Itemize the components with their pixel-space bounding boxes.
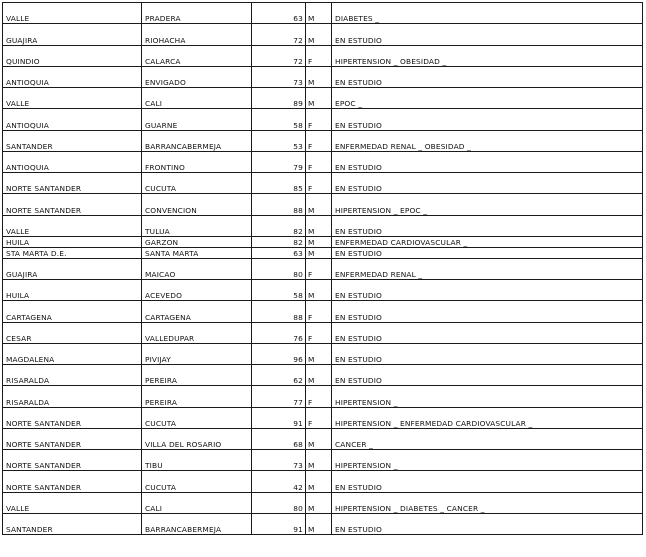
table-row — [3, 407, 643, 428]
cell-sex: F — [306, 45, 332, 66]
cell-sex: M — [306, 365, 332, 386]
cell-department: SANTANDER — [3, 513, 142, 534]
cell-department: CESAR — [3, 322, 142, 343]
cell-sex: M — [306, 343, 332, 364]
cell-age: 62 — [252, 365, 306, 386]
cell-age: 88 — [252, 194, 306, 215]
cell-department: RISARALDA — [3, 365, 142, 386]
cell-department: NORTE SANTANDER — [3, 428, 142, 449]
table-row — [3, 3, 643, 24]
cell-department: VALLE — [3, 492, 142, 513]
cell-age: 68 — [252, 428, 306, 449]
cell-age: 96 — [252, 343, 306, 364]
cell-municipality: CALARCA — [142, 45, 252, 66]
cell-department: ANTIOQUIA — [3, 109, 142, 130]
cell-condition: EN ESTUDIO — [332, 513, 643, 534]
cell-sex: M — [306, 194, 332, 215]
cell-municipality: ENVIGADO — [142, 66, 252, 87]
table-row — [3, 301, 643, 322]
cell-condition: CANCER _ — [332, 428, 643, 449]
cell-age: 72 — [252, 45, 306, 66]
cell-department: VALLE — [3, 215, 142, 236]
cell-condition: ENFERMEDAD RENAL _ — [332, 258, 643, 279]
cell-municipality: CALI — [142, 88, 252, 109]
cell-municipality: PEREIRA — [142, 365, 252, 386]
cell-sex: F — [306, 130, 332, 151]
cell-age: 80 — [252, 258, 306, 279]
cell-condition: HIPERTENSION _ EPOC _ — [332, 194, 643, 215]
cell-sex: F — [306, 151, 332, 172]
cell-age: 73 — [252, 450, 306, 471]
cell-sex: M — [306, 66, 332, 87]
cell-age: 42 — [252, 471, 306, 492]
cell-age: 53 — [252, 130, 306, 151]
table-row — [3, 109, 643, 130]
table-row — [3, 513, 643, 534]
cell-municipality: CONVENCION — [142, 194, 252, 215]
cell-sex: M — [306, 88, 332, 109]
table-row — [3, 322, 643, 343]
cell-sex: F — [306, 386, 332, 407]
table-row — [3, 247, 643, 258]
table-row — [3, 151, 643, 172]
cell-municipality: SANTA MARTA — [142, 247, 252, 258]
cell-municipality: BARRANCABERMEJA — [142, 130, 252, 151]
cell-department: MAGDALENA — [3, 343, 142, 364]
cell-department: QUINDIO — [3, 45, 142, 66]
cell-age: 91 — [252, 407, 306, 428]
cell-sex: M — [306, 450, 332, 471]
cell-condition: HIPERTENSION _ DIABETES _ CANCER _ — [332, 492, 643, 513]
cell-municipality: GUARNE — [142, 109, 252, 130]
table-row — [3, 365, 643, 386]
cell-municipality: RIOHACHA — [142, 24, 252, 45]
cell-department: VALLE — [3, 88, 142, 109]
cell-municipality: CUCUTA — [142, 407, 252, 428]
cell-municipality: CALI — [142, 492, 252, 513]
table-row — [3, 492, 643, 513]
cell-municipality: FRONTINO — [142, 151, 252, 172]
table-row — [3, 24, 643, 45]
table-row — [3, 173, 643, 194]
cell-condition: HIPERTENSION _ ENFERMEDAD CARDIOVASCULAR _ — [332, 407, 643, 428]
cell-condition: EN ESTUDIO — [332, 173, 643, 194]
cell-municipality: BARRANCABERMEJA — [142, 513, 252, 534]
table-row — [3, 66, 643, 87]
cell-department: NORTE SANTANDER — [3, 194, 142, 215]
cell-municipality: ACEVEDO — [142, 280, 252, 301]
cell-municipality: CUCUTA — [142, 471, 252, 492]
cell-condition: ENFERMEDAD RENAL _ OBESIDAD _ — [332, 130, 643, 151]
cell-sex: M — [306, 428, 332, 449]
cell-condition: EN ESTUDIO — [332, 365, 643, 386]
table-row — [3, 280, 643, 301]
cell-sex: M — [306, 280, 332, 301]
cell-department: HUILA — [3, 236, 142, 247]
cell-department: VALLE — [3, 3, 142, 24]
cell-sex: F — [306, 322, 332, 343]
table-row — [3, 236, 643, 247]
table-row — [3, 471, 643, 492]
table-row — [3, 45, 643, 66]
table-row — [3, 88, 643, 109]
cell-department: NORTE SANTANDER — [3, 407, 142, 428]
cell-sex: M — [306, 513, 332, 534]
cell-municipality: VILLA DEL ROSARIO — [142, 428, 252, 449]
cell-age: 82 — [252, 236, 306, 247]
cell-municipality: PIVIJAY — [142, 343, 252, 364]
cell-department: NORTE SANTANDER — [3, 450, 142, 471]
cell-municipality: TULUA — [142, 215, 252, 236]
cell-age: 58 — [252, 280, 306, 301]
cell-condition: EN ESTUDIO — [332, 66, 643, 87]
cell-department: RISARALDA — [3, 386, 142, 407]
cell-sex: F — [306, 407, 332, 428]
cell-sex: F — [306, 173, 332, 194]
cell-department: ANTIOQUIA — [3, 151, 142, 172]
cell-condition: EN ESTUDIO — [332, 151, 643, 172]
cell-condition: HIPERTENSION _ OBESIDAD _ — [332, 45, 643, 66]
cell-department: GUAJIRA — [3, 24, 142, 45]
table-row — [3, 130, 643, 151]
cell-age: 88 — [252, 301, 306, 322]
cell-age: 76 — [252, 322, 306, 343]
cell-sex: F — [306, 301, 332, 322]
cell-condition: EPOC _ — [332, 88, 643, 109]
cell-municipality: PEREIRA — [142, 386, 252, 407]
table-row — [3, 428, 643, 449]
cell-age: 85 — [252, 173, 306, 194]
cell-age: 63 — [252, 247, 306, 258]
cell-department: GUAJIRA — [3, 258, 142, 279]
cell-age: 89 — [252, 88, 306, 109]
cell-age: 73 — [252, 66, 306, 87]
cell-sex: M — [306, 247, 332, 258]
cell-department: HUILA — [3, 280, 142, 301]
table-row — [3, 194, 643, 215]
table-row — [3, 386, 643, 407]
cell-age: 77 — [252, 386, 306, 407]
cell-age: 79 — [252, 151, 306, 172]
cell-age: 58 — [252, 109, 306, 130]
cell-department: SANTANDER — [3, 130, 142, 151]
cell-condition: EN ESTUDIO — [332, 343, 643, 364]
cell-sex: M — [306, 24, 332, 45]
cell-age: 91 — [252, 513, 306, 534]
cell-sex: M — [306, 492, 332, 513]
cell-municipality: CUCUTA — [142, 173, 252, 194]
cell-municipality: GARZON — [142, 236, 252, 247]
cell-municipality: MAICAO — [142, 258, 252, 279]
cell-municipality: VALLEDUPAR — [142, 322, 252, 343]
cell-sex: M — [306, 236, 332, 247]
table-row — [3, 258, 643, 279]
cell-age: 72 — [252, 24, 306, 45]
cell-age: 63 — [252, 3, 306, 24]
cell-condition: EN ESTUDIO — [332, 301, 643, 322]
cell-department: NORTE SANTANDER — [3, 471, 142, 492]
cell-condition: EN ESTUDIO — [332, 322, 643, 343]
cell-municipality: TIBU — [142, 450, 252, 471]
cell-municipality: PRADERA — [142, 3, 252, 24]
cell-condition: ENFERMEDAD CARDIOVASCULAR _ — [332, 236, 643, 247]
cell-condition: EN ESTUDIO — [332, 109, 643, 130]
cell-condition: DIABETES _ — [332, 3, 643, 24]
cell-condition: HIPERTENSION _ — [332, 450, 643, 471]
cell-sex: F — [306, 258, 332, 279]
cell-sex: M — [306, 3, 332, 24]
table-body — [3, 3, 643, 535]
cell-age: 82 — [252, 215, 306, 236]
cell-condition: EN ESTUDIO — [332, 215, 643, 236]
cell-sex: M — [306, 471, 332, 492]
cell-condition: EN ESTUDIO — [332, 247, 643, 258]
cell-condition: EN ESTUDIO — [332, 24, 643, 45]
cell-condition: EN ESTUDIO — [332, 280, 643, 301]
cell-condition: EN ESTUDIO — [332, 471, 643, 492]
cell-department: STA MARTA D.E. — [3, 247, 142, 258]
cell-municipality: CARTAGENA — [142, 301, 252, 322]
table-row — [3, 343, 643, 364]
cell-department: ANTIOQUIA — [3, 66, 142, 87]
cell-department: CARTAGENA — [3, 301, 142, 322]
data-table — [2, 2, 643, 535]
cell-department: NORTE SANTANDER — [3, 173, 142, 194]
cell-sex: M — [306, 215, 332, 236]
cell-sex: F — [306, 109, 332, 130]
table-row — [3, 215, 643, 236]
cell-age: 80 — [252, 492, 306, 513]
cell-condition: HIPERTENSION _ — [332, 386, 643, 407]
table-row — [3, 450, 643, 471]
